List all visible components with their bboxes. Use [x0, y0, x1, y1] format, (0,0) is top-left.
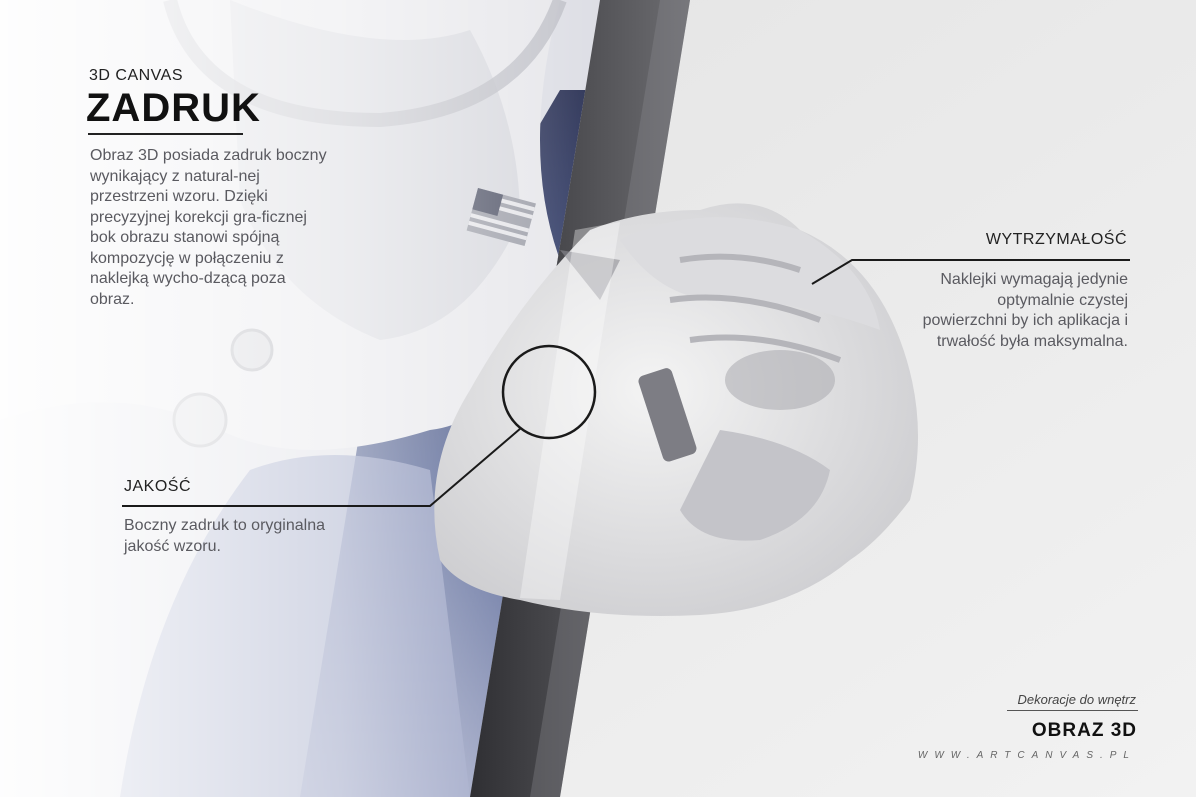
callout-heading-left: JAKOŚĆ	[124, 478, 192, 495]
callout-text-right: Naklejki wymagają jedynie optymalnie czystej powierzchni by ich aplikacja i trwałość była maksymalna.	[922, 271, 1128, 350]
brand-subtitle: Dekoracje do wnętrz	[1017, 692, 1136, 707]
title-underline	[88, 133, 243, 135]
page-title: ZADRUK	[86, 86, 261, 130]
callout-heading-right: WYTRZYMAŁOŚĆ	[985, 231, 1127, 248]
product-name: OBRAZ 3D	[1031, 720, 1137, 741]
brand-divider	[1007, 710, 1138, 711]
kicker-label: 3D CANVAS	[89, 67, 184, 84]
intro-paragraph: Obraz 3D posiada zadruk boczny wynikający z natural-nej przestrzeni wzoru. Dzięki precyzyjnej korekcji gra-ficznej bok obrazu stanowi spójną kompozycję w połączeniu z naklejką wycho-dzącą poza obraz.	[90, 147, 327, 308]
website-url: WWW.ARTCANVAS.PL	[917, 750, 1136, 761]
callout-text-left: Boczny zadruk to oryginalna jakość wzoru.	[124, 517, 325, 555]
